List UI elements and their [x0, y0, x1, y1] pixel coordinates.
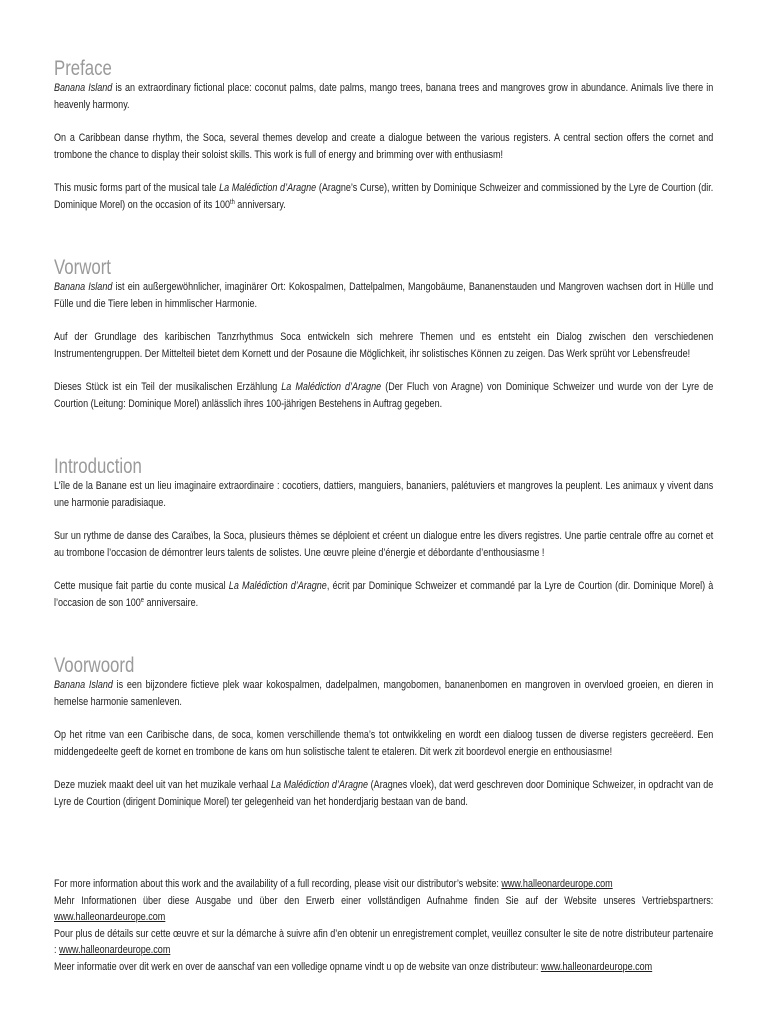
distributor-note: [54, 959, 713, 976]
paragraph: [54, 677, 713, 711]
work-title: La Malédiction d’Aragne: [281, 381, 382, 393]
paragraph: [54, 478, 713, 512]
distributor-link[interactable]: www.halleonardeurope.com: [501, 878, 613, 890]
preface-body: [54, 80, 713, 214]
paragraph-text: Auf der Grundlage des karibischen Tanzrhythmus Soca entwickeln sich mehrere Themen und es entsteht ein Dialog zwischen den verschiedenen Instrumentengruppen. Der Mittelteil bietet dem Kornett und der Posaune die Möglichkeit, ihr solistisches Können zu zeigen. Das Werk sprüht vor Lebensfreude!: [54, 331, 714, 360]
work-title: Banana Island: [54, 82, 113, 94]
paragraph-text: is een bijzondere fictieve plek waar kokospalmen, dadelpalmen, mangobomen, bananenbomen en mangroven in overvloed groeien, en dieren in hemelse harmonie samenleven.: [54, 679, 714, 708]
vorwort-body: [54, 279, 713, 413]
paragraph-text: ist ein außergewöhnlicher, imaginärer Ort: Kokospalmen, Dattelpalmen, Mangobäume, Bananenstauden und Mangroven wachsen dort in Hülle und Fülle und die Tiere leben in himmlischer Harmonie.: [54, 281, 714, 310]
voorwoord-heading: Voorwoord: [54, 654, 135, 677]
section-vorwort: [54, 257, 714, 429]
ordinal-suffix: e: [140, 597, 144, 604]
distributor-link[interactable]: www.halleonardeurope.com: [54, 911, 166, 924]
paragraph-text: , écrit par Dominique Schweizer et commandé par la Lyre de Courtion (dir. Dominique Morel) à l’occasion de son 100: [54, 580, 714, 609]
distributor-info-body: [54, 876, 713, 976]
paragraph: [54, 727, 713, 761]
paragraph: [54, 279, 713, 313]
paragraph-text: is an extraordinary fictional place: coconut palms, date palms, mango trees, banana trees and mangroves grow in abundance. Animals live there in heavenly harmony.: [54, 82, 714, 111]
work-title: Banana Island: [54, 281, 113, 293]
paragraph: [54, 777, 713, 811]
paragraph-text: (Aragnes vloek), dat werd geschreven door Dominique Schweizer, in opdracht van de Lyre de Courtion (dirigent Dominique Morel) ter gelegenheid van het honderdjarig bestaan van de band.: [54, 779, 714, 808]
distributor-note: [54, 926, 713, 959]
work-title: Banana Island: [54, 679, 113, 691]
paragraph: [54, 80, 713, 114]
paragraph-text: Op het ritme van een Caribische dans, de soca, komen verschillende thema’s tot ontwikkeling en wordt een dialoog tussen de diverse registers gecreëerd. Een middengedeelte geeft de kornet en trombone de kans om hun solistische talent te etaleren. Dit werk zit boordevol energie en enthousiasme!: [54, 729, 714, 758]
paragraph-text: Cette musique fait partie du conte musical: [54, 580, 229, 592]
paragraph-text: This music forms part of the musical tale: [54, 182, 220, 194]
vorwort-heading: Vorwort: [54, 256, 111, 279]
distributor-link[interactable]: www.halleonardeurope.com: [540, 960, 653, 973]
work-title: La Malédiction d’Aragne: [219, 182, 317, 194]
distributor-note-text: Pour plus de détails sur cette œuvre et sur la démarche à suivre afin d’en obtenir un enregistrement complet, veuillez consulter le site de notre distributeur partenaire :: [54, 927, 714, 957]
paragraph-text: anniversaire.: [143, 597, 199, 609]
preface-heading: Preface: [54, 57, 112, 80]
paragraph-text: Deze muziek maakt deel uit van het muzikale verhaal: [54, 779, 271, 791]
work-title: La Malédiction d’Aragne: [270, 779, 369, 791]
work-title: La Malédiction d’Aragne: [228, 580, 327, 592]
paragraph: [54, 130, 713, 164]
section-introduction: [54, 456, 714, 628]
paragraph-text: Sur un rythme de danse des Caraïbes, la Soca, plusieurs thèmes se déploient et créent un dialogue entre les divers registres. Une partie centrale offre au cornet et au trombone l’occasion de démontrer leurs talents de solistes. Une œuvre pleine d’énergie et débordante d’enthousiasme !: [54, 530, 714, 559]
paragraph: [54, 578, 713, 612]
paragraph-text: On a Caribbean danse rhythm, the Soca, several themes develop and create a dialogue between the various registers. A central section offers the cornet and trombone the chance to display their soloist skills. This work is full of energy and brimming over with enthusiasm!: [54, 132, 714, 161]
paragraph-text: L’île de la Banane est un lieu imaginaire extraordinaire : cocotiers, dattiers, manguiers, bananiers, palétuviers et mangroves la peuplent. Les animaux y vivent dans une harmonie paradisiaque.: [54, 480, 714, 509]
distributor-note-text: For more information about this work and the availability of a full recording, please visit our distributor’s website:: [54, 878, 502, 890]
introduction-body: [54, 478, 713, 612]
paragraph: [54, 329, 713, 363]
distributor-note-text: Meer informatie over dit werk en over de aanschaf van een volledige opname vindt u op de website van onze distributeur:: [54, 960, 541, 973]
distributor-info: [54, 876, 714, 976]
distributor-note-text: Mehr Informationen über diese Ausgabe und über den Erwerb einer vollständigen Aufnahme finden Sie auf der Website unseres Vertriebspartners:: [54, 894, 714, 907]
distributor-note: [54, 893, 713, 926]
distributor-note: [54, 876, 713, 893]
paragraph-text: (Der Fluch von Aragne) von Dominique Schweizer und wurde von der Lyre de Courtion (Leitung: Dominique Morel) anlässlich ihres 100-jährigen Bestehens in Auftrag gegeben.: [54, 381, 714, 410]
section-preface: [54, 58, 714, 230]
voorwoord-body: [54, 677, 713, 811]
section-voorwoord: [54, 655, 714, 827]
paragraph-text: Dieses Stück ist ein Teil der musikalischen Erzählung: [54, 381, 282, 393]
paragraph-text: anniversary.: [234, 199, 286, 211]
paragraph: [54, 379, 713, 413]
paragraph: [54, 528, 713, 562]
introduction-heading: Introduction: [54, 455, 142, 478]
distributor-link[interactable]: www.halleonardeurope.com: [59, 944, 171, 957]
paragraph: [54, 180, 713, 214]
ordinal-suffix: th: [229, 199, 235, 206]
paragraph-text: (Aragne’s Curse), written by Dominique Schweizer and commissioned by the Lyre de Courtion (dir. Dominique Morel) on the occasion of its 100: [54, 182, 714, 211]
